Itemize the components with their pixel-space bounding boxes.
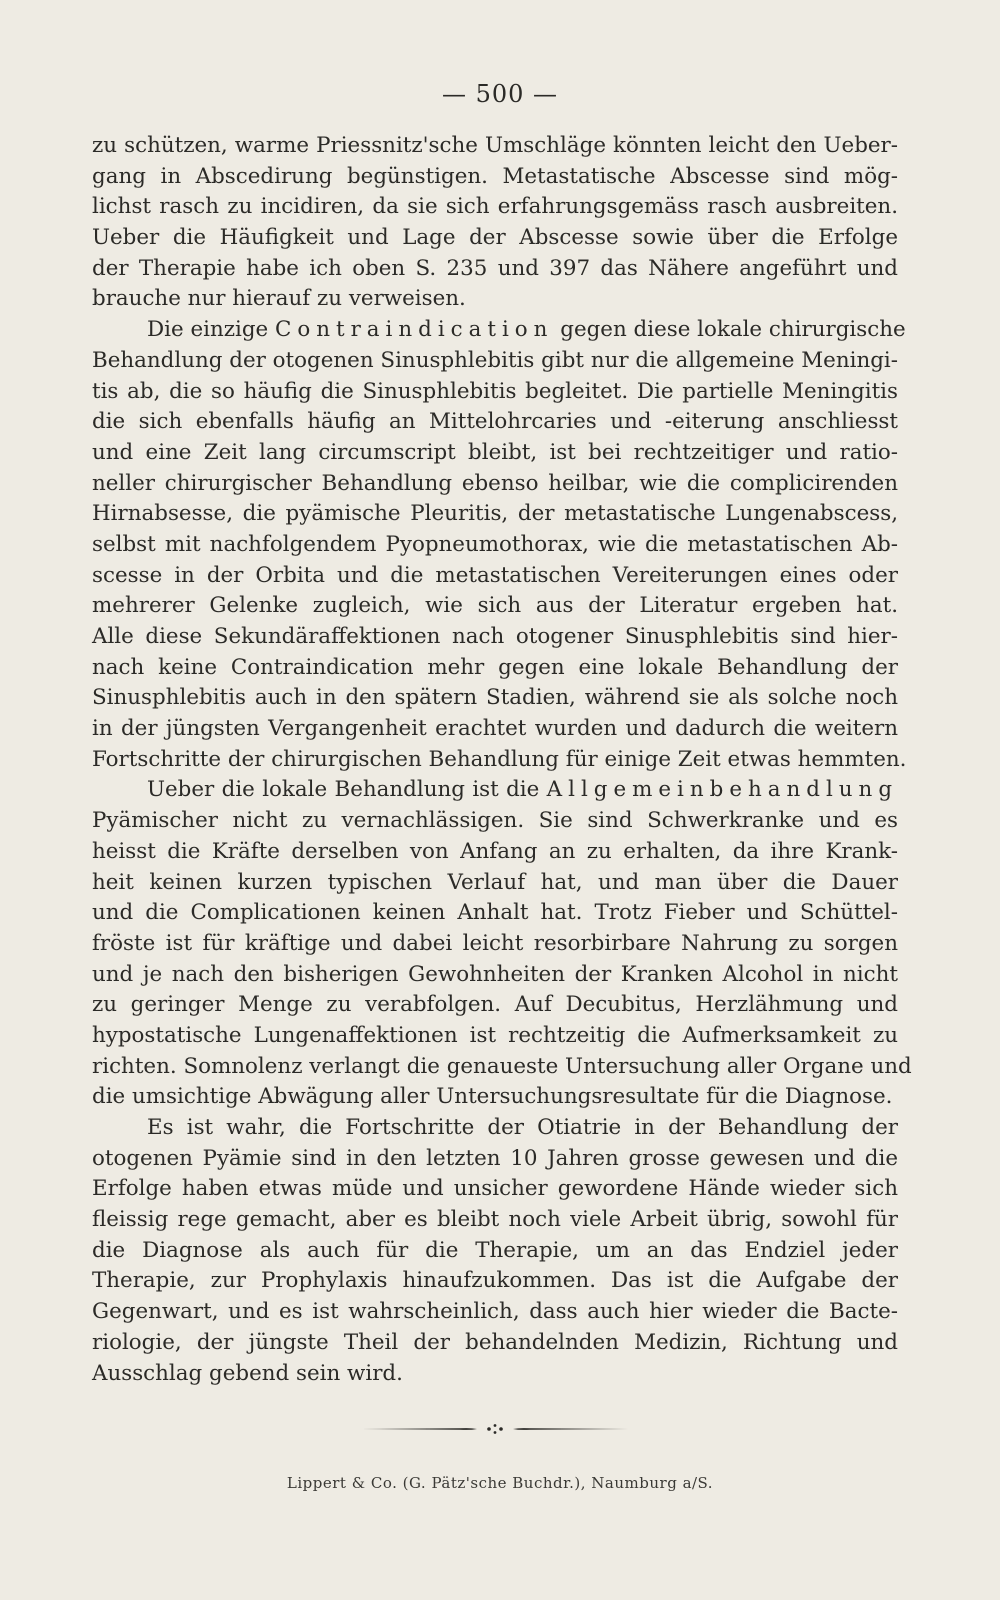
text-line — [92, 162, 898, 193]
text-segment: und eine Zeit lang circumscript bleibt, ist bei rechtzeitiger und ratio- — [92, 439, 898, 465]
text-segment: richten. Somnolenz verlangt die genaueste Untersuchung aller Organe und — [92, 1053, 912, 1079]
page-number: — 500 — — [441, 80, 559, 108]
text-line — [92, 284, 898, 315]
text-segment: der Therapie habe ich oben S. 235 und 397 das Nähere angeführt und — [92, 255, 898, 281]
emphasized-term: Contraindication — [275, 317, 554, 343]
text-segment: brauche nur hierauf zu verweisen. — [92, 286, 466, 312]
text-segment: Erfolge haben etwas müde und unsicher gewordene Hände wieder sich — [92, 1176, 898, 1202]
emphasized-term: Allgemeinbehandlung — [546, 777, 898, 803]
text-segment: und je nach den bisherigen Gewohnheiten der Kranken Alcohol in nicht — [92, 961, 898, 987]
text-segment: Fortschritte der chirurgischen Behandlung für einige Zeit etwas hemmten. — [92, 746, 907, 772]
text-line — [92, 622, 898, 653]
text-line — [92, 929, 898, 960]
text-line — [92, 1328, 898, 1359]
text-line — [92, 868, 898, 899]
text-line — [92, 315, 906, 346]
text-line — [92, 407, 898, 438]
text-line — [92, 377, 898, 408]
text-segment: otogenen Pyämie sind in den letzten 10 Jahren grosse gewesen und die — [92, 1145, 898, 1171]
text-segment: mehrerer Gelenke zugleich, wie sich aus der Literatur ergeben hat. — [92, 593, 898, 619]
text-segment: zu geringer Menge zu verabfolgen. Auf Decubitus, Herzlähmung und — [92, 992, 898, 1018]
text-segment: die umsichtige Abwägung aller Untersuchungsresultate für die Diagnose. — [92, 1084, 893, 1110]
text-segment: gang in Abscedirung begünstigen. Metastatische Abscesse sind mög- — [92, 163, 898, 189]
text-line — [92, 1021, 898, 1052]
text-segment: riologie, der jüngste Theil der behandelnden Medizin, Richtung und — [92, 1329, 898, 1355]
ornament-divider — [360, 1420, 630, 1438]
text-line — [92, 714, 898, 745]
text-segment: gegen diese lokale chirurgische — [553, 317, 906, 343]
text-segment: heit keinen kurzen typischen Verlauf hat, und man über die Dauer — [92, 869, 898, 895]
text-line — [92, 1205, 898, 1236]
text-line — [92, 1359, 898, 1390]
text-line — [92, 561, 898, 592]
text-line — [92, 1174, 898, 1205]
text-line — [92, 1052, 912, 1083]
text-line — [92, 960, 898, 991]
text-segment: Therapie, zur Prophylaxis hinaufzukommen. Das ist die Aufgabe der — [92, 1268, 898, 1294]
text-segment: Pyämischer nicht zu vernachlässigen. Sie sind Schwerkranke und es — [92, 808, 898, 834]
text-segment: Sinusphlebitis auch in den spätern Stadien, während sie als solche noch — [92, 685, 898, 711]
text-segment: hypostatische Lungenaffektionen ist rechtzeitig die Aufmerksamkeit zu — [92, 1022, 898, 1048]
text-segment: Die einzige — [147, 317, 275, 343]
text-line — [92, 745, 907, 776]
text-segment: Es ist wahr, die Fortschritte der Otiatrie in der Behandlung der — [147, 1115, 898, 1140]
paragraph — [92, 315, 907, 775]
text-segment: heisst die Kräfte derselben von Anfang an zu erhalten, da ihre Krank- — [92, 838, 898, 864]
text-segment: die sich ebenfalls häufig an Mittelohrcaries und -eiterung anschliesst — [92, 409, 898, 435]
text-line — [92, 192, 898, 223]
text-line — [92, 837, 898, 868]
text-line — [92, 1082, 898, 1113]
text-segment: tis ab, die so häufig die Sinusphlebitis begleitet. Die partielle Meningitis — [92, 378, 898, 404]
text-line — [92, 683, 898, 714]
text-segment: nach keine Contraindication mehr gegen eine lokale Behandlung der — [92, 654, 898, 680]
text-segment: Ausschlag gebend sein wird. — [92, 1360, 403, 1386]
text-line — [92, 346, 898, 377]
text-segment: Ueber die lokale Behandlung ist die — [147, 777, 547, 803]
text-line — [92, 469, 898, 500]
text-segment: die Diagnose als auch für die Therapie, um an das Endziel jeder — [92, 1237, 898, 1263]
text-line — [92, 1113, 898, 1144]
text-segment: Gegenwart, und es ist wahrscheinlich, dass auch hier wieder die Bacte- — [92, 1299, 898, 1325]
text-segment: Ueber die Häufigkeit und Lage der Abscesse sowie über die Erfolge — [92, 225, 898, 251]
text-segment: Behandlung der otogenen Sinusphlebitis gibt nur die allgemeine Meningi- — [92, 347, 898, 373]
text-line — [92, 530, 898, 561]
paragraph — [92, 1113, 898, 1389]
text-line — [92, 990, 898, 1021]
body-text — [92, 131, 912, 1389]
text-line — [92, 1297, 898, 1328]
text-line — [92, 223, 898, 254]
text-segment: lichst rasch zu incidiren, da sie sich erfahrungsgemäss rasch ausbreiten. — [92, 194, 898, 220]
text-segment: neller chirurgischer Behandlung ebenso heilbar, wie die complicirenden — [92, 470, 898, 496]
text-segment: fleissig rege gemacht, aber es bleibt noch viele Arbeit übrig, sowohl für — [92, 1207, 898, 1233]
text-line — [92, 591, 898, 622]
text-segment: in der jüngsten Vergangenheit erachtet wurden und dadurch die weitern — [92, 716, 898, 742]
text-segment: und die Complicationen keinen Anhalt hat. Trotz Fieber und Schüttel- — [92, 900, 898, 926]
text-line — [92, 1144, 898, 1175]
text-line — [92, 131, 898, 162]
text-line — [92, 438, 898, 469]
text-segment: selbst mit nachfolgendem Pyopneumothorax, wie die metastatischen Ab- — [92, 531, 898, 557]
text-line — [92, 1266, 898, 1297]
text-segment: fröste ist für kräftige und dabei leicht resorbirbare Nahrung zu sorgen — [92, 930, 898, 956]
printer-imprint: Lippert & Co. (G. Pätz'sche Buchdr.), Naumburg a/S. — [286, 1474, 714, 1492]
text-segment: Hirnabsesse, die pyämische Pleuritis, der metastatische Lungenabscess, — [92, 501, 898, 527]
text-line — [92, 254, 898, 285]
text-segment: zu schützen, warme Priessnitz'sche Umschläge könnten leicht den Ueber- — [92, 133, 898, 158]
text-line — [92, 653, 898, 684]
paragraph — [92, 131, 898, 315]
text-line — [92, 499, 898, 530]
text-line — [92, 775, 898, 806]
text-line — [92, 1236, 898, 1267]
paragraph — [92, 775, 912, 1113]
text-line — [92, 898, 898, 929]
text-line — [92, 806, 898, 837]
text-segment: scesse in der Orbita und die metastatischen Vereiterungen eines oder — [92, 562, 898, 588]
text-segment: Alle diese Sekundäraffektionen nach otogener Sinusphlebitis sind hier- — [92, 624, 898, 649]
